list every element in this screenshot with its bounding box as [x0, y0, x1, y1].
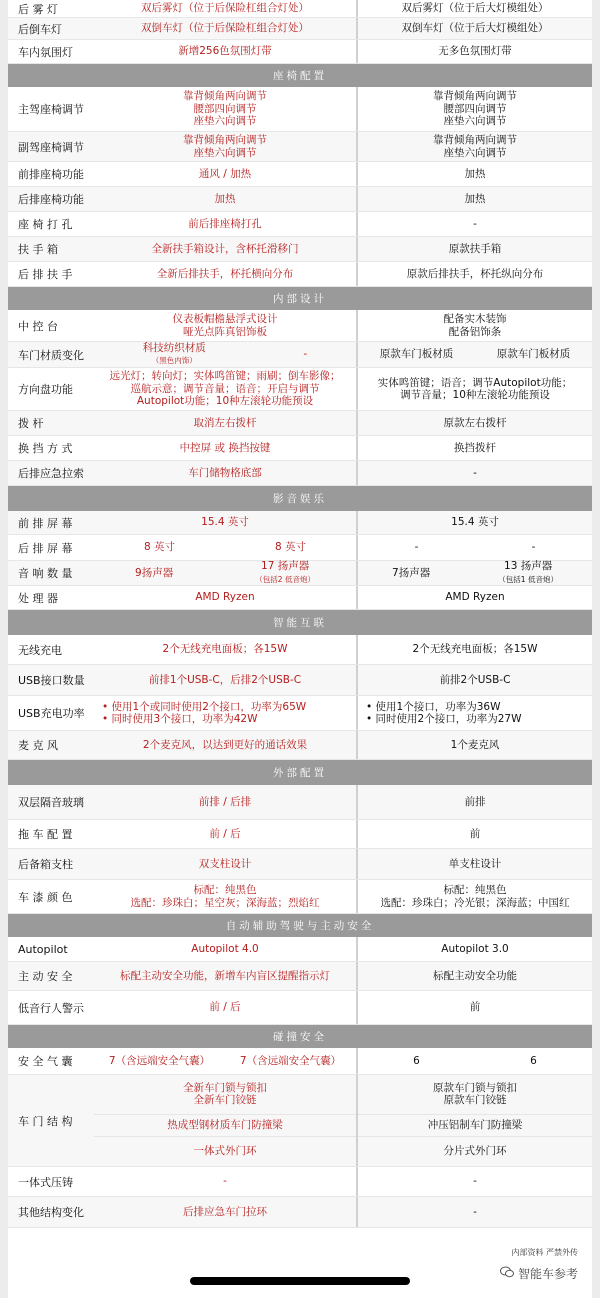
- spec-line: 标配：纯黑色: [443, 884, 507, 896]
- bullet-item: • 使用1个或同时使用2个接口，功率为65W: [102, 700, 307, 713]
- old-model-cell: [358, 1167, 592, 1196]
- old-model-cell: [358, 162, 592, 186]
- split-value-text: 科技纺织材质: [142, 341, 206, 354]
- spec-line: 冲压铝制车门防撞梁: [427, 1119, 523, 1132]
- new-model-cell: [94, 212, 358, 236]
- spec-line: 前排1个USB-C，后排2个USB-C: [148, 673, 302, 686]
- watermark: [500, 1265, 578, 1282]
- spec-line: 座垫六向调节: [443, 115, 507, 128]
- spec-label: 后 雾 灯: [18, 2, 58, 16]
- spec-line: 加热: [214, 192, 236, 205]
- spec-line: Autopilot 3.0: [441, 942, 509, 955]
- split-value: [109, 1055, 210, 1068]
- spec-row: [8, 785, 592, 820]
- spec-line: 标配主动安全功能，新增车内盲区提醒指示灯: [120, 969, 330, 982]
- split-values: [94, 1055, 356, 1068]
- structure-group: [94, 1115, 356, 1137]
- spec-line: 通风 / 加热: [198, 167, 252, 180]
- spec-row: [8, 511, 592, 535]
- new-model-cell: [94, 411, 358, 435]
- spec-line: 原款车门锁与锁扣: [433, 1081, 517, 1094]
- old-model-cell: [358, 411, 592, 435]
- spec-line: 远光灯；转向灯；实体鸣笛键；雨刷；倒车影像；: [109, 370, 341, 383]
- spec-row: [8, 880, 592, 914]
- spec-label: 安 全 气 囊: [18, 1055, 73, 1068]
- left-edge: [0, 0, 8, 1298]
- old-model-cell: [358, 40, 592, 63]
- old-model-cell: [358, 342, 592, 367]
- old-model-cell: [358, 696, 592, 730]
- new-model-cell: [94, 368, 358, 410]
- spec-line: 前排2个USB-C: [439, 673, 511, 686]
- spec-line: Autopilot 4.0: [191, 942, 259, 955]
- split-value: [255, 560, 315, 586]
- spec-label: 副驾座椅调节: [18, 140, 84, 154]
- spec-line: 一体式外门环: [193, 1145, 257, 1158]
- spec-line: 标配：纯黑色: [193, 884, 257, 896]
- watermark-text: 智能车参考: [517, 1267, 578, 1281]
- new-model-cell: [94, 262, 358, 286]
- spec-line: 座垫六向调节: [443, 146, 507, 159]
- spec-row: [8, 962, 592, 991]
- section-header: 外部配置: [8, 760, 592, 785]
- spec-row: [8, 849, 592, 880]
- old-model-cell: [358, 991, 592, 1024]
- spec-line: 双倒车灯（位于后保险杠组合灯处）: [141, 22, 309, 35]
- home-indicator[interactable]: [190, 1277, 410, 1285]
- split-value-text: -: [414, 541, 419, 554]
- spec-line: 热成型钢材质车门防撞梁: [167, 1119, 283, 1132]
- new-model-cell: [94, 511, 358, 534]
- spec-line: 1个麦克风: [450, 738, 500, 751]
- new-model-cell: [94, 436, 358, 460]
- spec-label: 拖 车 配 置: [18, 828, 73, 841]
- spec-label: 扶 手 箱: [18, 243, 58, 256]
- spec-label: 一体式压铸: [18, 1175, 73, 1189]
- split-value-note: （包括2 低音炮）: [255, 574, 315, 584]
- old-model-cell: [358, 1075, 592, 1166]
- spec-line: 哑光点阵真铝饰板: [183, 325, 267, 338]
- split-value-note: （包括1 低音炮）: [498, 574, 558, 584]
- old-model-cell: [358, 237, 592, 261]
- spec-label: 车内氛围灯: [18, 45, 73, 59]
- spec-row: [8, 18, 592, 40]
- new-model-cell: [94, 731, 358, 759]
- spec-line: 前 / 后: [209, 827, 241, 840]
- old-model-cell: [358, 937, 592, 961]
- spec-line: Autopilot功能；10种左滚轮功能预设: [136, 395, 314, 408]
- new-model-cell: [94, 535, 358, 560]
- spec-line: -: [473, 1205, 477, 1218]
- spec-line: 前 / 后: [209, 1001, 241, 1014]
- bullet-item: • 同时使用2个接口，功率为27W: [366, 713, 522, 725]
- spec-line: 选配：珍珠白；冷光银；深海蓝；中国红: [380, 896, 570, 909]
- new-model-cell: [94, 310, 358, 341]
- confidential-note: 内部资料 严禁外传: [511, 1248, 578, 1257]
- spec-row: [8, 696, 592, 731]
- new-model-cell: [94, 1075, 358, 1166]
- spec-row: [8, 991, 592, 1025]
- spec-line: 巡航示意；调节音量；语音；开启与调节: [130, 382, 320, 395]
- spec-row: [8, 436, 592, 461]
- split-value: [497, 348, 571, 361]
- bullet-item: • 同时使用3个接口，功率为42W: [102, 713, 258, 725]
- split-values: [358, 560, 592, 586]
- spec-row: [8, 937, 592, 962]
- spec-label: 车 门 结 构: [18, 1114, 73, 1128]
- spec-label: 后备箱支柱: [18, 858, 73, 871]
- split-values: [358, 1055, 592, 1068]
- spec-row: [8, 212, 592, 237]
- old-model-cell: [358, 87, 592, 131]
- old-model-cell: [358, 731, 592, 759]
- spec-line: 取消左右拨杆: [193, 416, 257, 429]
- section-header: 碰撞安全: [8, 1025, 592, 1048]
- new-model-cell: [94, 18, 358, 39]
- structure-group: [358, 1137, 592, 1166]
- spec-label: 主驾座椅调节: [18, 103, 84, 116]
- spec-line: -: [223, 1175, 227, 1188]
- spec-row: [8, 1167, 592, 1197]
- spec-label: 座 椅 打 孔: [18, 218, 73, 231]
- old-model-cell: [358, 820, 592, 848]
- old-model-cell: [358, 665, 592, 695]
- split-value-text: 6: [413, 1054, 420, 1067]
- split-value: [530, 1055, 537, 1068]
- spec-line: 换挡拨杆: [454, 441, 496, 454]
- old-model-cell: [358, 368, 592, 410]
- spec-label: USB充电功率: [18, 707, 85, 720]
- spec-row: [8, 310, 592, 342]
- spec-row: [8, 368, 592, 411]
- old-model-cell: [358, 849, 592, 879]
- spec-line: 双支柱设计: [198, 857, 252, 870]
- spec-line: 原款扶手箱: [448, 242, 502, 255]
- old-model-cell: [358, 0, 592, 17]
- spec-line: 腰部四向调节: [193, 102, 257, 115]
- new-model-cell: [94, 991, 358, 1024]
- split-value: [413, 1055, 420, 1068]
- split-value-text: 6: [530, 1054, 537, 1067]
- old-model-cell: [358, 511, 592, 534]
- spec-row: [8, 40, 592, 64]
- new-model-cell: [94, 237, 358, 261]
- new-model-cell: [94, 696, 358, 730]
- spec-label: 车门材质变化: [18, 348, 84, 362]
- split-value-text: 17 扬声器: [261, 560, 310, 572]
- bullet-item: • 使用1个接口，功率为36W: [366, 700, 501, 713]
- spec-label: 无线充电: [18, 643, 62, 657]
- new-model-cell: [94, 162, 358, 186]
- split-value: [392, 567, 430, 580]
- split-value: [144, 541, 175, 554]
- spec-row: [8, 132, 592, 162]
- right-edge: [592, 0, 600, 1298]
- spec-label: 后排应急拉索: [18, 467, 84, 480]
- new-model-cell: [94, 849, 358, 879]
- new-model-cell: [94, 785, 358, 819]
- spec-line: 2个无线充电面板；各15W: [412, 643, 538, 656]
- spec-line: 后排应急车门拉环: [183, 1205, 267, 1218]
- split-values: [94, 560, 356, 586]
- spec-line: 靠背倾角两向调节: [183, 134, 267, 146]
- spec-label: 后排座椅功能: [18, 193, 84, 206]
- old-model-cell: [358, 635, 592, 664]
- spec-line: 中控屏 或 换挡按键: [179, 441, 271, 454]
- spec-line: 调节音量；10种左滚轮功能预设: [400, 389, 550, 401]
- spec-label: 低音行人警示: [18, 1001, 84, 1015]
- spec-label: 中 控 台: [18, 319, 58, 333]
- split-value-text: 8 英寸: [274, 541, 307, 554]
- spec-row: [8, 262, 592, 287]
- structure-group: [94, 1137, 356, 1166]
- new-model-cell: [94, 187, 358, 211]
- spec-row: [8, 1048, 592, 1075]
- section-header: 内部设计: [8, 287, 592, 310]
- new-model-cell: [94, 962, 358, 990]
- spec-row: [8, 237, 592, 262]
- new-model-cell: [94, 937, 358, 961]
- spec-label: 前 排 屏 幕: [18, 516, 73, 530]
- spec-row: [8, 411, 592, 436]
- new-model-cell: [94, 880, 358, 913]
- spec-label: 主 动 安 全: [18, 970, 73, 983]
- spec-line: 座垫六向调节: [193, 115, 257, 128]
- new-model-cell: [94, 635, 358, 664]
- old-model-cell: [358, 880, 592, 913]
- spec-line: 靠背倾角两向调节: [433, 134, 517, 146]
- spec-line: 靠背倾角两向调节: [433, 90, 517, 103]
- spec-row: [8, 665, 592, 696]
- spec-line: 原款车门铰链: [443, 1094, 507, 1107]
- spec-label: 其他结构变化: [18, 1206, 84, 1219]
- split-value-text: 原款车门板材质: [496, 348, 571, 361]
- split-value: [415, 541, 419, 554]
- split-value: [498, 560, 558, 586]
- old-model-cell: [358, 310, 592, 341]
- spec-line: 车门储物格底部: [188, 466, 262, 479]
- spec-row: [8, 731, 592, 760]
- spec-line: 加热: [464, 167, 486, 180]
- spec-line: 前排 / 后排: [198, 795, 252, 808]
- spec-label: 后 排 屏 幕: [18, 541, 73, 555]
- spec-row: [8, 162, 592, 187]
- spec-line: 前后排座椅打孔: [188, 217, 262, 230]
- spec-row: [8, 1197, 592, 1228]
- spec-label: 拨 杆: [18, 417, 44, 430]
- spec-line: 实体鸣笛键；语音；调节Autopilot功能；: [377, 376, 573, 389]
- split-value: [240, 1055, 341, 1068]
- spec-label: 麦 克 风: [18, 739, 58, 752]
- spec-line: 双后雾灯（位于后保险杠组合灯处）: [141, 2, 309, 15]
- spec-label: 后 排 扶 手: [18, 268, 73, 281]
- split-value-text: 7扬声器: [392, 566, 431, 579]
- spec-label: 处 理 器: [18, 591, 58, 605]
- spec-row: [8, 586, 592, 610]
- spec-line: -: [473, 466, 477, 479]
- split-value-text: 8 英寸: [143, 541, 176, 554]
- spec-label: 车 漆 颜 色: [18, 890, 73, 904]
- old-model-cell: [358, 461, 592, 485]
- spec-line: 2个麦克风，以达到更好的通话效果: [142, 738, 308, 751]
- split-values: [94, 342, 356, 368]
- spec-line: 靠背倾角两向调节: [183, 90, 267, 103]
- new-model-cell: [94, 1048, 358, 1074]
- spec-line: 无多色氛围灯带: [438, 45, 512, 58]
- section-header: 影音娱乐: [8, 486, 592, 511]
- structure-group: [358, 1075, 592, 1115]
- spec-line: 前: [469, 827, 481, 840]
- old-model-cell: [358, 436, 592, 460]
- spec-label: 后倒车灯: [18, 22, 62, 36]
- new-model-cell: [94, 342, 358, 367]
- spec-line: AMD Ryzen: [195, 591, 255, 604]
- old-model-cell: [358, 561, 592, 585]
- new-model-cell: [94, 132, 358, 161]
- split-value: [532, 541, 536, 554]
- spec-line: 加热: [464, 192, 486, 205]
- new-model-cell: [94, 40, 358, 63]
- spec-row: [8, 187, 592, 212]
- new-model-cell: [94, 1167, 358, 1196]
- split-value: [303, 348, 307, 361]
- split-value: [135, 567, 173, 580]
- old-model-cell: [358, 785, 592, 819]
- spec-line: 原款左右拨杆: [443, 416, 507, 429]
- split-value-text: -: [303, 348, 308, 361]
- new-model-cell: [94, 820, 358, 848]
- spec-line: 2个无线充电面板；各15W: [162, 643, 288, 656]
- spec-line: 标配主动安全功能: [433, 969, 517, 982]
- wechat-icon: [500, 1266, 514, 1281]
- spec-line: -: [473, 1175, 477, 1188]
- spec-line: 选配：珍珠白；星空灰；深海蓝；烈焰红: [130, 896, 320, 909]
- new-model-cell: [94, 461, 358, 485]
- spec-line: 全新后排扶手，杯托横向分布: [156, 267, 294, 280]
- structure-group: [358, 1115, 592, 1137]
- split-value-text: 7（含远端安全气囊）: [239, 1054, 342, 1067]
- split-value-note: （黑色内饰）: [151, 356, 197, 365]
- new-model-cell: [94, 665, 358, 695]
- spec-row: [8, 87, 592, 132]
- spec-line: 腰部四向调节: [443, 102, 507, 115]
- spec-row: [8, 635, 592, 665]
- spec-line: 双后雾灯（位于后大灯模组处）: [401, 2, 549, 15]
- old-model-cell: [358, 586, 592, 609]
- structure-group: [94, 1075, 356, 1115]
- spec-row: [8, 342, 592, 368]
- split-value-text: 原款车门板材质: [379, 348, 454, 361]
- spec-line: 15.4 英寸: [451, 516, 499, 529]
- spec-line: 座垫六向调节: [193, 146, 257, 159]
- split-value-text: 9扬声器: [135, 566, 174, 579]
- spec-line: 全新车门锁与锁扣: [183, 1081, 267, 1094]
- section-header: 自动辅助驾驶与主动安全: [8, 914, 592, 937]
- spec-line: 分片式外门环: [443, 1145, 507, 1158]
- spec-line: 配备实木装饰: [443, 313, 507, 325]
- section-header: 座椅配置: [8, 64, 592, 87]
- spec-label: 双层隔音玻璃: [18, 796, 84, 809]
- spec-row: [8, 0, 592, 18]
- old-model-cell: [358, 1048, 592, 1074]
- split-value: [380, 348, 454, 361]
- old-model-cell: [358, 535, 592, 560]
- new-model-cell: [94, 1197, 358, 1227]
- spec-line: 新增256色氛围灯带: [178, 45, 272, 58]
- split-values: [358, 348, 592, 361]
- section-header: 智能互联: [8, 610, 592, 635]
- spec-line: -: [473, 217, 477, 230]
- spec-row: [8, 461, 592, 486]
- new-model-cell: [94, 561, 358, 585]
- split-value: [143, 342, 206, 368]
- spec-label: Autopilot: [18, 942, 68, 956]
- spec-line: 原款后排扶手，杯托纵向分布: [406, 267, 544, 280]
- split-value-text: 7（含远端安全气囊）: [108, 1054, 211, 1067]
- spec-row: [8, 561, 592, 586]
- split-value-text: 13 扬声器: [504, 560, 553, 572]
- old-model-cell: [358, 132, 592, 161]
- split-values: [94, 541, 356, 554]
- spec-label: 换 挡 方 式: [18, 442, 73, 455]
- spec-line: 配备铝饰条: [448, 325, 502, 338]
- new-model-cell: [94, 87, 358, 131]
- new-model-cell: [94, 0, 358, 17]
- spec-line: 全新车门铰链: [193, 1094, 257, 1107]
- spec-line: 全新扶手箱设计，含杯托滑移门: [151, 242, 299, 255]
- spec-line: 双倒车灯（位于后大灯模组处）: [401, 22, 549, 35]
- spec-line: 仪表板帽檐悬浮式设计: [172, 313, 278, 325]
- spec-row: [8, 535, 592, 561]
- spec-line: AMD Ryzen: [445, 591, 505, 604]
- spec-label: 前排座椅功能: [18, 168, 84, 181]
- split-value: [275, 541, 306, 554]
- old-model-cell: [358, 962, 592, 990]
- spec-line: 15.4 英寸: [201, 516, 249, 529]
- spec-label: USB接口数量: [18, 674, 85, 687]
- spec-row: [8, 1075, 592, 1167]
- spec-line: 前: [469, 1001, 481, 1014]
- split-values: [358, 541, 592, 554]
- spec-label: 方向盘功能: [18, 383, 73, 396]
- old-model-cell: [358, 262, 592, 286]
- old-model-cell: [358, 18, 592, 39]
- old-model-cell: [358, 187, 592, 211]
- spec-row: [8, 820, 592, 849]
- spec-label: 音 响 数 量: [18, 567, 73, 580]
- spec-line: 前排: [464, 795, 486, 808]
- spec-line: 单支柱设计: [448, 857, 502, 870]
- new-model-cell: [94, 586, 358, 609]
- old-model-cell: [358, 212, 592, 236]
- old-model-cell: [358, 1197, 592, 1227]
- split-value-text: -: [531, 541, 536, 554]
